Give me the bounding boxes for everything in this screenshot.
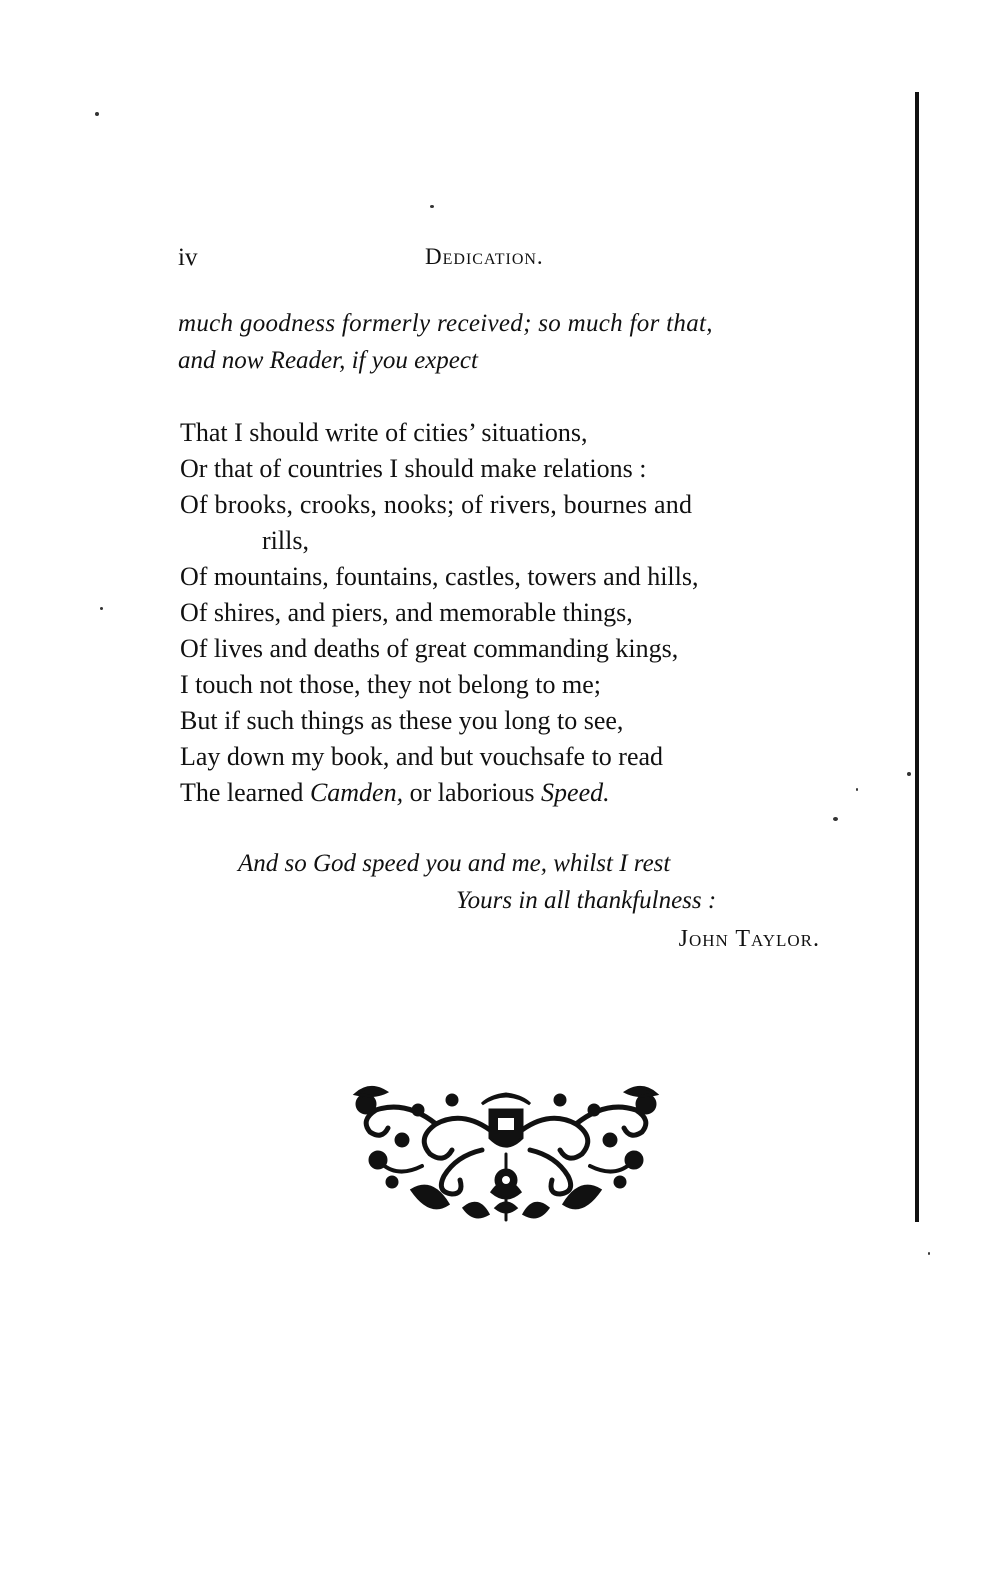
verse-line: Of shires, and piers, and memorable things,	[180, 598, 633, 627]
intro-line-2: and now Reader, if you expect	[178, 347, 478, 374]
speed-name: Speed.	[541, 778, 610, 807]
verse-line: Of brooks, crooks, nooks; of rivers, bournes and	[180, 490, 693, 519]
verse-line-continuation: rills,	[262, 526, 309, 555]
scan-speck	[928, 1252, 930, 1255]
closing-line-1: And so God speed you and me, whilst I rest	[238, 850, 671, 877]
verse-line: I touch not those, they not belong to me;	[180, 670, 601, 699]
scan-speck	[430, 205, 434, 208]
scan-speck	[833, 817, 838, 821]
scan-speck	[95, 112, 99, 116]
page-number: iv	[178, 244, 198, 271]
verse-line: Of lives and deaths of great commanding kings,	[180, 634, 679, 663]
verse-text: The learned	[180, 778, 310, 807]
verse-line: Lay down my book, and but vouchsafe to read	[180, 742, 664, 771]
floral-ornament-icon	[352, 1080, 660, 1228]
scan-speck	[856, 788, 858, 791]
verse-line: But if such things as these you long to see,	[180, 706, 624, 735]
scan-edge-rule	[915, 92, 919, 1222]
intro-line-1: much goodness formerly received; so much for that,	[178, 310, 713, 337]
running-head: Dedication.	[425, 244, 544, 269]
verse-line: That I should write of cities’ situations,	[180, 418, 588, 447]
scan-speck	[100, 607, 103, 610]
verse-line: Or that of countries I should make relations :	[180, 454, 647, 483]
scan-speck	[907, 772, 911, 776]
verse-line: Of mountains, fountains, castles, towers and hills,	[180, 562, 699, 591]
camden-name: Camden,	[309, 778, 404, 807]
verse-line-last	[180, 778, 610, 808]
signature: John Taylor.	[678, 926, 820, 952]
verse-text: or laborious	[403, 778, 542, 807]
closing-line-2: Yours in all thankfulness :	[456, 887, 717, 914]
